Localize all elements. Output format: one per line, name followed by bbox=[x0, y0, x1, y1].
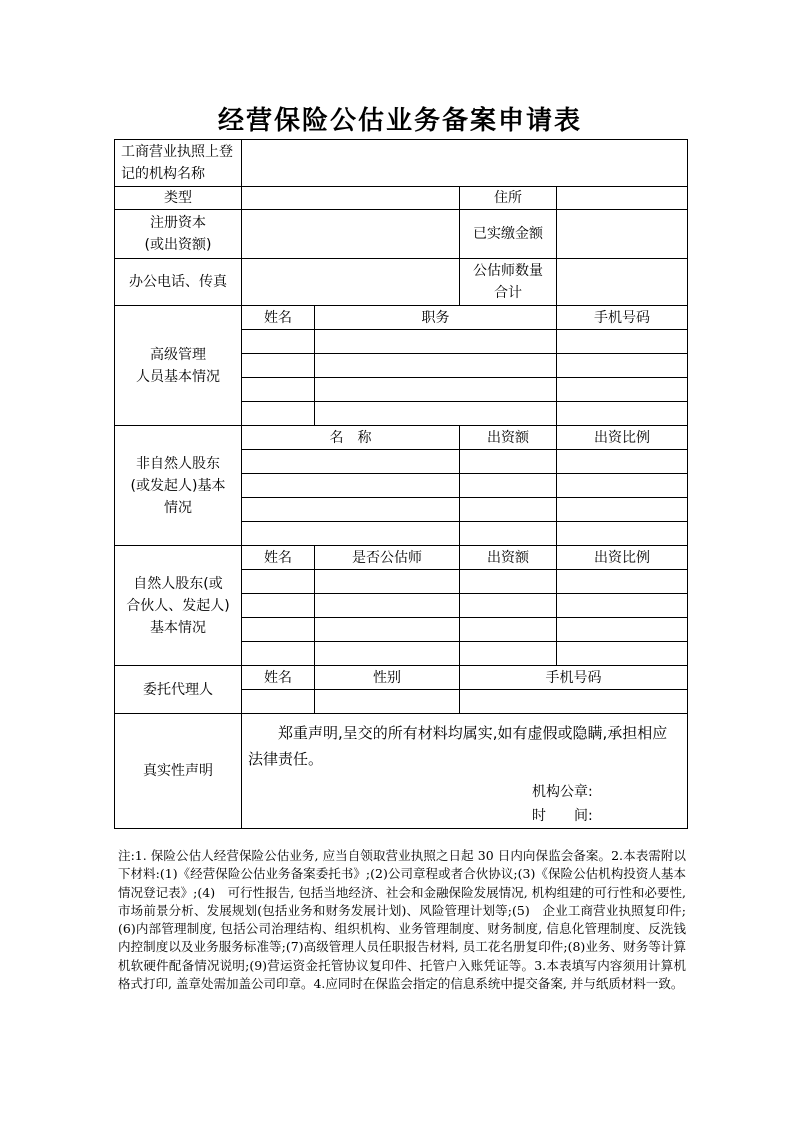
non-natural-ratio-cell[interactable] bbox=[557, 450, 688, 474]
senior-mgmt-position-cell[interactable] bbox=[315, 354, 557, 378]
non-natural-header-name: 名 称 bbox=[242, 426, 460, 450]
natural-label-line1: 自然人股东(或 bbox=[133, 575, 223, 592]
senior-mgmt-label-line2: 人员基本情况 bbox=[136, 368, 220, 385]
senior-mgmt-label-line1: 高级管理 bbox=[150, 346, 206, 363]
senior-mgmt-name-cell[interactable] bbox=[242, 378, 315, 402]
senior-mgmt-position-cell[interactable] bbox=[315, 402, 557, 426]
senior-mgmt-header-position: 职务 bbox=[315, 306, 557, 330]
type-field[interactable] bbox=[242, 187, 460, 210]
senior-mgmt-position-cell[interactable] bbox=[315, 330, 557, 354]
address-label: 住所 bbox=[460, 187, 557, 210]
natural-capital-cell[interactable] bbox=[460, 570, 557, 594]
natural-name-cell[interactable] bbox=[242, 618, 315, 642]
natural-is-appraiser-cell[interactable] bbox=[315, 570, 460, 594]
agent-label: 委托代理人 bbox=[115, 666, 242, 714]
natural-name-cell[interactable] bbox=[242, 594, 315, 618]
appraiser-count-label-line1: 公估师数量 bbox=[473, 263, 543, 279]
agent-header-name: 姓名 bbox=[242, 666, 315, 690]
phone-fax-field[interactable] bbox=[242, 259, 460, 306]
natural-ratio-cell[interactable] bbox=[557, 642, 688, 666]
agent-name-cell[interactable] bbox=[242, 690, 315, 714]
senior-mgmt-phone-cell[interactable] bbox=[557, 378, 688, 402]
senior-mgmt-phone-cell[interactable] bbox=[557, 354, 688, 378]
natural-ratio-cell[interactable] bbox=[557, 594, 688, 618]
form-title: 经营保险公估业务备案申请表 bbox=[217, 106, 582, 136]
natural-header-capital: 出资额 bbox=[460, 546, 557, 570]
seal-label: 机构公章: bbox=[532, 784, 593, 800]
non-natural-label-line1: 非自然人股东 bbox=[136, 455, 220, 472]
natural-header-is-appraiser: 是否公估师 bbox=[315, 546, 460, 570]
agent-gender-cell[interactable] bbox=[315, 690, 460, 714]
non-natural-capital-cell[interactable] bbox=[460, 522, 557, 546]
non-natural-label-line3: 情况 bbox=[164, 499, 192, 516]
agent-header-phone: 手机号码 bbox=[460, 666, 688, 690]
non-natural-label-line2: (或发起人)基本 bbox=[130, 477, 226, 494]
reg-capital-label-line2: (或出资额) bbox=[144, 237, 212, 253]
senior-mgmt-phone-cell[interactable] bbox=[557, 330, 688, 354]
reg-capital-label-line1: 注册资本 bbox=[150, 215, 206, 231]
org-name-field[interactable] bbox=[242, 140, 688, 187]
senior-mgmt-header-name: 姓名 bbox=[242, 306, 315, 330]
appraiser-count-field[interactable] bbox=[557, 259, 688, 306]
non-natural-name-cell[interactable] bbox=[242, 498, 460, 522]
natural-name-cell[interactable] bbox=[242, 642, 315, 666]
agent-phone-cell[interactable] bbox=[460, 690, 688, 714]
declaration-label: 真实性声明 bbox=[115, 714, 242, 829]
senior-mgmt-phone-cell[interactable] bbox=[557, 402, 688, 426]
time-label: 时 间: bbox=[532, 808, 593, 824]
declaration-cell bbox=[242, 714, 688, 829]
appraiser-count-label bbox=[460, 259, 557, 306]
type-label: 类型 bbox=[115, 187, 242, 210]
non-natural-shareholders-label bbox=[115, 426, 242, 546]
natural-is-appraiser-cell[interactable] bbox=[315, 594, 460, 618]
natural-label-line3: 基本情况 bbox=[150, 619, 206, 636]
natural-name-cell[interactable] bbox=[242, 570, 315, 594]
paid-capital-label: 已实缴金额 bbox=[460, 210, 557, 259]
non-natural-name-cell[interactable] bbox=[242, 522, 460, 546]
non-natural-header-ratio: 出资比例 bbox=[557, 426, 688, 450]
address-field[interactable] bbox=[557, 187, 688, 210]
natural-capital-cell[interactable] bbox=[460, 618, 557, 642]
natural-capital-cell[interactable] bbox=[460, 642, 557, 666]
non-natural-ratio-cell[interactable] bbox=[557, 522, 688, 546]
natural-header-ratio: 出资比例 bbox=[557, 546, 688, 570]
paid-capital-field[interactable] bbox=[557, 210, 688, 259]
appraiser-count-label-line2: 合计 bbox=[494, 285, 522, 301]
natural-ratio-cell[interactable] bbox=[557, 618, 688, 642]
natural-is-appraiser-cell[interactable] bbox=[315, 618, 460, 642]
natural-ratio-cell[interactable] bbox=[557, 570, 688, 594]
natural-shareholders-label bbox=[115, 546, 242, 666]
non-natural-ratio-cell[interactable] bbox=[557, 474, 688, 498]
org-name-label: 工商营业执照上登记的机构名称 bbox=[115, 140, 242, 187]
non-natural-header-capital: 出资额 bbox=[460, 426, 557, 450]
declaration-text: 郑重声明,呈交的所有材料均属实,如有虚假或隐瞒,承担相应法律责任。 bbox=[248, 724, 668, 768]
reg-capital-label bbox=[115, 210, 242, 259]
application-form-table bbox=[114, 139, 688, 829]
form-notes: 注:1. 保险公估人经营保险公估业务, 应当自领取营业执照之日起 30 日内向保监会备案。2.本表需附以下材料:(1)《经营保险公估业务备案委托书》;(2)公司章程或者合伙协议;(3)《保险公估机构投资人基本情况登记表》;(4) 可行性报告, 包括当地经济、社会和金融保险发展情况, 机构组建的可行性和必要性, 市场前景分析、发展规划(包括业务和财务发展计划)、风险管理计划等;(5) 企业工商营业执照复印件;(6)内部管理制度, 包括公司治理结构、组织机构、业务管理制度、财务制度, 信息化管理制度、反洗钱内控制度以及业务服务标准等;(7)高级管理人员任职报告材料, 员工花名册复印件;(8)业务、财务等计算机软硬件配备情况说明;(9)营运资金托管协议复印件、托管户入账凭证等。3.本表填写内容须用计算机格式打印, 盖章处需加盖公司印章。4.应同时在保监会指定的信息系统中提交备案, 并与纸质材料一致。 bbox=[118, 848, 686, 992]
natural-header-name: 姓名 bbox=[242, 546, 315, 570]
non-natural-capital-cell[interactable] bbox=[460, 450, 557, 474]
senior-mgmt-header-phone: 手机号码 bbox=[557, 306, 688, 330]
phone-fax-label: 办公电话、传真 bbox=[115, 259, 242, 306]
natural-label-line2: 合伙人、发起人) bbox=[126, 597, 230, 614]
non-natural-name-cell[interactable] bbox=[242, 474, 460, 498]
non-natural-name-cell[interactable] bbox=[242, 450, 460, 474]
non-natural-capital-cell[interactable] bbox=[460, 474, 557, 498]
senior-mgmt-name-cell[interactable] bbox=[242, 402, 315, 426]
non-natural-capital-cell[interactable] bbox=[460, 498, 557, 522]
agent-header-gender: 性别 bbox=[315, 666, 460, 690]
non-natural-ratio-cell[interactable] bbox=[557, 498, 688, 522]
natural-capital-cell[interactable] bbox=[460, 594, 557, 618]
natural-is-appraiser-cell[interactable] bbox=[315, 642, 460, 666]
reg-capital-field[interactable] bbox=[242, 210, 460, 259]
senior-mgmt-position-cell[interactable] bbox=[315, 378, 557, 402]
senior-mgmt-label bbox=[115, 306, 242, 426]
senior-mgmt-name-cell[interactable] bbox=[242, 330, 315, 354]
senior-mgmt-name-cell[interactable] bbox=[242, 354, 315, 378]
